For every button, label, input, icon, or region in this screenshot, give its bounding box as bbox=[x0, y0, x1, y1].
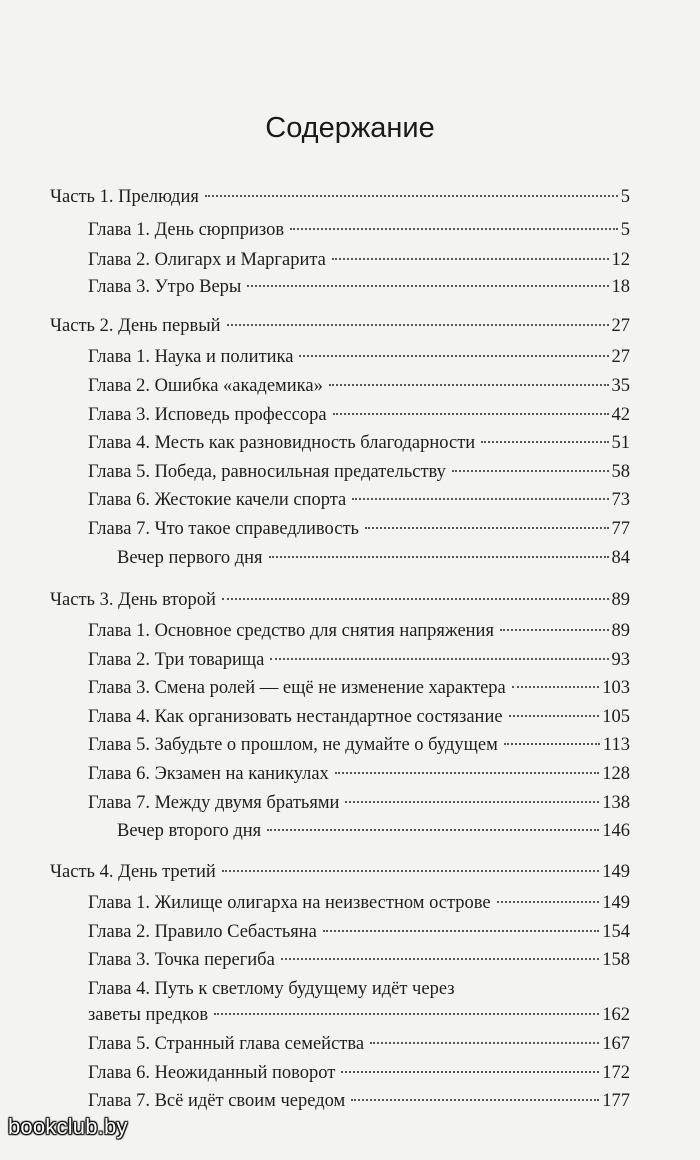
toc-page-number: 149 bbox=[602, 862, 630, 882]
toc-entry-label: Глава 2. Олигарх и Маргарита bbox=[88, 250, 326, 270]
toc-page-number: 167 bbox=[602, 1034, 630, 1054]
toc-page-number: 89 bbox=[611, 590, 630, 610]
site-watermark: bookclub.by bbox=[8, 1114, 128, 1139]
toc-page-number: 12 bbox=[611, 250, 630, 270]
dot-leader bbox=[500, 629, 609, 631]
toc-entry-part-2-chapter-2[interactable] bbox=[88, 375, 630, 397]
toc-entry-label: Глава 5. Забудьте о прошлом, не думайте о будущем bbox=[88, 735, 498, 755]
dot-leader bbox=[333, 413, 609, 415]
dot-leader bbox=[281, 958, 599, 960]
toc-entry-part-3-chapter-1[interactable] bbox=[88, 620, 630, 642]
toc-page-number: 138 bbox=[602, 793, 630, 813]
toc-entry-part-4-chapter-5[interactable] bbox=[88, 1033, 630, 1055]
toc-entry-label: Глава 5. Победа, равносильная предательству bbox=[88, 462, 446, 482]
toc-entry-part-4-chapter-7[interactable] bbox=[88, 1090, 630, 1112]
toc-page-number: 35 bbox=[611, 376, 630, 396]
toc-entry-part-4-chapter-3[interactable] bbox=[88, 949, 630, 971]
dot-leader bbox=[352, 498, 608, 500]
toc-entry-part-1-chapter-3[interactable] bbox=[88, 276, 630, 298]
toc-entry-label: Глава 1. Наука и политика bbox=[88, 347, 294, 367]
dot-leader bbox=[214, 1013, 599, 1015]
dot-leader bbox=[351, 1099, 599, 1101]
toc-page-number: 18 bbox=[611, 277, 630, 297]
dot-leader bbox=[290, 228, 618, 230]
toc-entry-label: Глава 3. Исповедь профессора bbox=[88, 405, 327, 425]
toc-page-number: 158 bbox=[602, 950, 630, 970]
toc-page-number: 128 bbox=[602, 764, 630, 784]
dot-leader bbox=[512, 686, 600, 688]
dot-leader bbox=[452, 470, 609, 472]
toc-entry-part-4-chapter-6[interactable] bbox=[88, 1062, 630, 1084]
toc-page-number: 162 bbox=[602, 1005, 630, 1025]
toc-entry-part-3-evening[interactable] bbox=[117, 820, 630, 842]
toc-page-number: 77 bbox=[611, 519, 630, 539]
toc-entry-label: Глава 6. Жестокие качели спорта bbox=[88, 490, 347, 510]
toc-entry-part-1[interactable] bbox=[50, 186, 630, 208]
toc-entry-part-3-chapter-2[interactable] bbox=[88, 649, 630, 671]
toc-entry-part-1-chapter-1[interactable] bbox=[88, 219, 630, 241]
toc-page-number: 93 bbox=[611, 650, 630, 670]
dot-leader bbox=[299, 355, 608, 357]
dot-leader bbox=[504, 743, 600, 745]
toc-entry-label: Часть 2. День первый bbox=[50, 316, 221, 336]
toc-entry-label: Вечер второго дня bbox=[117, 821, 262, 841]
toc-entry-label: Часть 3. День второй bbox=[50, 590, 216, 610]
toc-entry-label: Глава 2. Ошибка «академика» bbox=[88, 376, 323, 396]
toc-entry-part-1-chapter-2[interactable] bbox=[88, 249, 630, 271]
toc-entry-label: Часть 4. День третий bbox=[50, 862, 216, 882]
dot-leader bbox=[332, 258, 609, 260]
toc-entry-label: Глава 4. Как организовать нестандартное состязание bbox=[88, 707, 503, 727]
toc-entry-label: Глава 3. Точка перегиба bbox=[88, 950, 275, 970]
toc-entry-label: заветы предков bbox=[88, 1005, 209, 1025]
toc-entry-label: Глава 3. Смена ролей — ещё не изменение характера bbox=[88, 678, 506, 698]
dot-leader bbox=[269, 556, 609, 558]
toc-entry-part-4[interactable] bbox=[50, 861, 630, 883]
toc-entry-part-2[interactable] bbox=[50, 315, 630, 337]
toc-page-number: 84 bbox=[611, 548, 630, 568]
dot-leader bbox=[365, 527, 609, 529]
toc-entry-label: Глава 2. Три товарища bbox=[88, 650, 265, 670]
toc-page-number: 149 bbox=[602, 893, 630, 913]
toc-entry-label: Глава 2. Правило Себастьяна bbox=[88, 922, 317, 942]
toc-entry-part-3-chapter-4[interactable] bbox=[88, 706, 630, 728]
dot-leader bbox=[481, 441, 608, 443]
toc-entry-label: Глава 6. Неожиданный поворот bbox=[88, 1063, 336, 1083]
toc-page-number: 89 bbox=[611, 621, 630, 641]
toc-entry-part-3-chapter-7[interactable] bbox=[88, 792, 630, 814]
toc-entry-label: Глава 1. Жилище олигарха на неизвестном острове bbox=[88, 893, 491, 913]
toc-page-number: 5 bbox=[620, 187, 630, 207]
dot-leader bbox=[370, 1042, 599, 1044]
toc-entry-part-3-chapter-6[interactable] bbox=[88, 763, 630, 785]
toc-page-number: 105 bbox=[602, 707, 630, 727]
toc-entry-part-2-chapter-7[interactable] bbox=[88, 518, 630, 540]
toc-page-number: 42 bbox=[611, 405, 630, 425]
toc-page-number: 146 bbox=[602, 821, 630, 841]
toc-entry-part-4-chapter-4-line-1[interactable]: Глава 4. Путь к светлому будущему идёт через bbox=[88, 979, 455, 999]
dot-leader bbox=[227, 324, 609, 326]
dot-leader bbox=[222, 870, 599, 872]
toc-entry-part-3-chapter-5[interactable] bbox=[88, 734, 630, 756]
toc-page-number: 154 bbox=[602, 922, 630, 942]
toc-entry-label: Глава 6. Экзамен на каникулах bbox=[88, 764, 329, 784]
toc-entry-part-2-chapter-4[interactable] bbox=[88, 432, 630, 454]
toc-page-number: 103 bbox=[602, 678, 630, 698]
dot-leader bbox=[329, 384, 609, 386]
toc-entry-label: Глава 1. День сюрпризов bbox=[88, 220, 285, 240]
toc-page-number: 113 bbox=[602, 735, 630, 755]
dot-leader bbox=[247, 285, 608, 287]
toc-entry-part-2-chapter-6[interactable] bbox=[88, 489, 630, 511]
dot-leader bbox=[509, 715, 600, 717]
toc-entry-label: Глава 7. Что такое справедливость bbox=[88, 519, 359, 539]
toc-entry-label: Глава 7. Всё идёт своим чередом bbox=[88, 1091, 346, 1111]
toc-entry-label: Вечер первого дня bbox=[117, 548, 263, 568]
toc-page-number: 51 bbox=[611, 433, 630, 453]
toc-page-number: 5 bbox=[620, 220, 630, 240]
dot-leader bbox=[497, 901, 600, 903]
dot-leader bbox=[323, 930, 599, 932]
dot-leader bbox=[222, 598, 609, 600]
toc-entry-label: Глава 1. Основное средство для снятия напряжения bbox=[88, 621, 494, 641]
toc-entry-part-4-chapter-2[interactable] bbox=[88, 921, 630, 943]
toc-entry-label: Глава 7. Между двумя братьями bbox=[88, 793, 340, 813]
dot-leader bbox=[267, 829, 599, 831]
toc-entry-label: Глава 4. Месть как разновидность благодарности bbox=[88, 433, 476, 453]
page-title: Содержание bbox=[265, 112, 435, 144]
toc-entry-part-4-chapter-4-line-2[interactable] bbox=[88, 1004, 630, 1026]
toc-entry-label: Глава 3. Утро Веры bbox=[88, 277, 242, 297]
toc-page-number: 73 bbox=[611, 490, 630, 510]
toc-entry-part-4-chapter-1[interactable] bbox=[88, 892, 630, 914]
toc-entry-label: Часть 1. Прелюдия bbox=[50, 187, 199, 207]
dot-leader bbox=[345, 801, 599, 803]
dot-leader bbox=[335, 772, 599, 774]
dot-leader bbox=[270, 658, 608, 660]
toc-page-number: 27 bbox=[611, 316, 630, 336]
toc-page-number: 27 bbox=[611, 347, 630, 367]
toc-page-number: 172 bbox=[602, 1063, 630, 1083]
toc-entry-label: Глава 5. Странный глава семейства bbox=[88, 1034, 365, 1054]
toc-entry-part-2-evening[interactable] bbox=[117, 547, 630, 569]
toc-entry-part-3[interactable] bbox=[50, 589, 630, 611]
toc-entry-part-3-chapter-3[interactable] bbox=[88, 677, 630, 699]
toc-entry-part-2-chapter-3[interactable] bbox=[88, 404, 630, 426]
toc-page-number: 58 bbox=[611, 462, 630, 482]
toc-entry-part-2-chapter-5[interactable] bbox=[88, 461, 630, 483]
dot-leader bbox=[341, 1071, 599, 1073]
dot-leader bbox=[205, 195, 618, 197]
toc-entry-part-2-chapter-1[interactable] bbox=[88, 346, 630, 368]
toc-page-number: 177 bbox=[602, 1091, 630, 1111]
